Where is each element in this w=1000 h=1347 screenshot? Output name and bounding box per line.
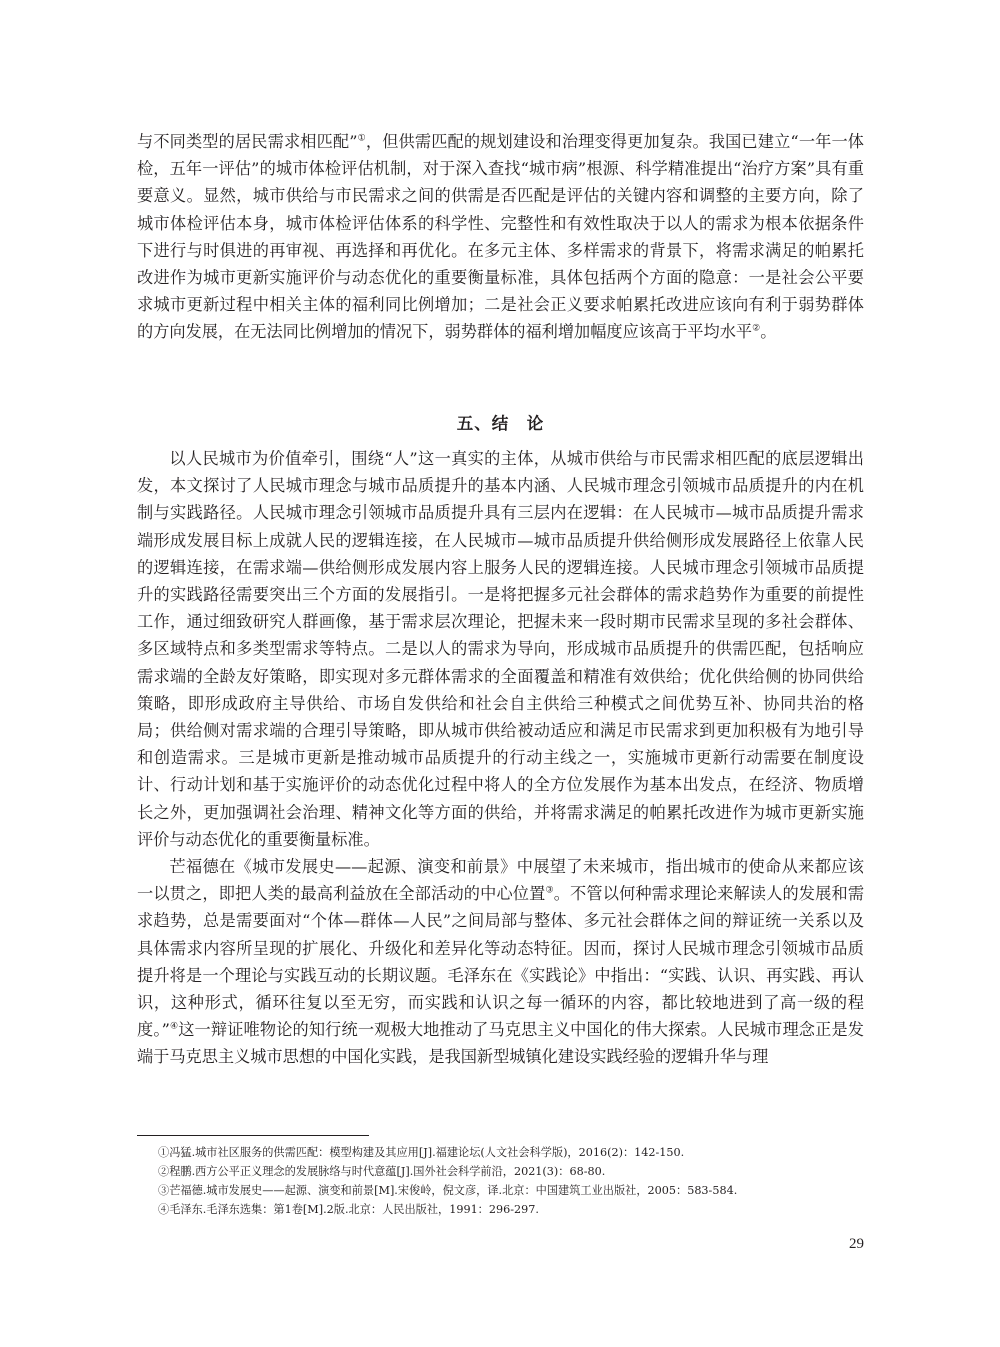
footnote-ref-1[interactable]: ① [357,133,366,144]
footnotes [158,1143,864,1219]
body-paragraph-continued [137,128,864,346]
paragraph-text: 这一辩证唯物论的知行统一观极大地推动了马克思主义中国化的伟大探索。人民城市理念正是发端于马克思主义城市思想的中国化实践，是我国新型城镇化建设实践经验的逻辑升华与理 [137,1020,864,1067]
paragraph-text: 芒福德在《城市发展史——起源、演变和前景》中展望了未来城市，指出城市的使命从来都应该一以贯之，即把人类的最高利益放在全部活动的中心位置 [137,857,864,904]
paragraph-text: 。 [760,322,777,342]
footnote-2: ②程鹏.西方公平正义理念的发展脉络与时代意蕴[J].国外社会科学前沿，2021(3)：68-80. [158,1165,606,1178]
footnote-3: ③芒福德.城市发展史——起源、演变和前景[M].宋俊岭，倪文彦，译.北京：中国建筑工业出版社，2005：583-584. [158,1184,738,1197]
footnote-ref-4[interactable]: ④ [169,1021,179,1032]
section-heading: 五、结 论 [456,414,545,433]
footnote-divider [137,1135,369,1136]
paragraph-text: ，但供需匹配的规划建设和治理变得更加复杂。我国已建立“一年一体检，五年一评估”的城市体检评估机制，对于深入查找“城市病”根源、科学精准提出“治疗方案”具有重要意义。显然，城市供给与市民需求之间的供需是否匹配是评估的关键内容和调整的主要方向，除了城市体检评估本身，城市体检评估体系的科学性、完整性和有效性取决于以人的需求为根本依据条件下进行与时俱进的再审视、再选择和再优化。在多元主体、多样需求的背景下，将需求满足的帕累托改进作为城市更新实施评价与动态优化的重要衡量标准，具体包括两个方面的隐意：一是社会公平要求城市更新过程中相关主体的福利同比例增加；二是社会正义要求帕累托改进应该向有利于弱势群体的方向发展，在无法同比例增加的情况下，弱势群体的福利增加幅度应该高于平均水平 [137,132,864,342]
paragraph-text: 。不管以何种需求理论来解读人的发展和需求趋势，总是需要面对“个体—群体—人民”之间局部与整体、多元社会群体之间的辩证统一关系以及具体需求内容所呈现的扩展化、升级化和差异化等动态特征。因而，探讨人民城市理念引领城市品质提升将是一个理论与实践互动的长期议题。毛泽东在《实践论》中指出：“实践、认识、再实践、再认识，这种形式，循环往复以至无穷，而实践和认识之每一循环的内容，都比较地进到了高一级的程度。” [137,884,865,1040]
conclusion-paragraph-2 [137,853,864,1071]
paragraph-text: 与不同类型的居民需求相匹配” [137,132,358,151]
footnote-1: ①冯猛.城市社区服务的供需匹配：模型构建及其应用[J].福建论坛(人文社会科学版)，2016(2)：142-150. [158,1146,685,1159]
page-number: 29 [849,1236,864,1252]
footnote-4: ④毛泽东.毛泽东选集：第1卷[M].2版.北京：人民出版社，1991：296-297. [158,1203,539,1216]
footnote-ref-2[interactable]: ② [752,324,761,335]
conclusion-paragraph-1: 以人民城市为价值牵引，围绕“人”这一真实的主体，从城市供给与市民需求相匹配的底层逻辑出发，本文探讨了人民城市理念与城市品质提升的基本内涵、人民城市理念引领城市品质提升的内在机制与实践路径。人民城市理念引领城市品质提升具有三层内在逻辑：在人民城市—城市品质提升需求端形成发展目标上成就人民的逻辑连接，在人民城市—城市品质提升供给侧形成发展路径上依靠人民的逻辑连接，在需求端—供给侧形成发展内容上服务人民的逻辑连接。人民城市理念引领城市品质提升的实践路径需要突出三个方面的发展指引。一是将把握多元社会群体的需求趋势作为重要的前提性工作，通过细致研究人群画像，基于需求层次理论，把握未来一段时期市民需求呈现的多社会群体、多区域特点和多类型需求等特点。二是以人的需求为导向，形成城市品质提升的供需匹配，包括响应需求端的全龄友好策略，即实现对多元群体需求的全面覆盖和精准有效供给；优化供给侧的协同供给策略，即形成政府主导供给、市场自发供给和社会自主供给三种模式之间优势互补、协同共治的格局；供给侧对需求端的合理引导策略，即从城市供给被动适应和满足市民需求到更加积极有为地引导和创造需求。三是城市更新是推动城市品质提升的行动主线之一，实施城市更新行动需要在制度设计、行动计划和基于实施评价的动态优化过程中将人的全方位发展作为基本出发点，在经济、物质增长之外，更加强调社会治理、精神文化等方面的供给，并将需求满足的帕累托改进作为城市更新实施评价与动态优化的重要衡量标准。 [137,449,864,849]
footnote-ref-3[interactable]: ③ [545,885,554,896]
conclusion-body [137,445,864,1071]
